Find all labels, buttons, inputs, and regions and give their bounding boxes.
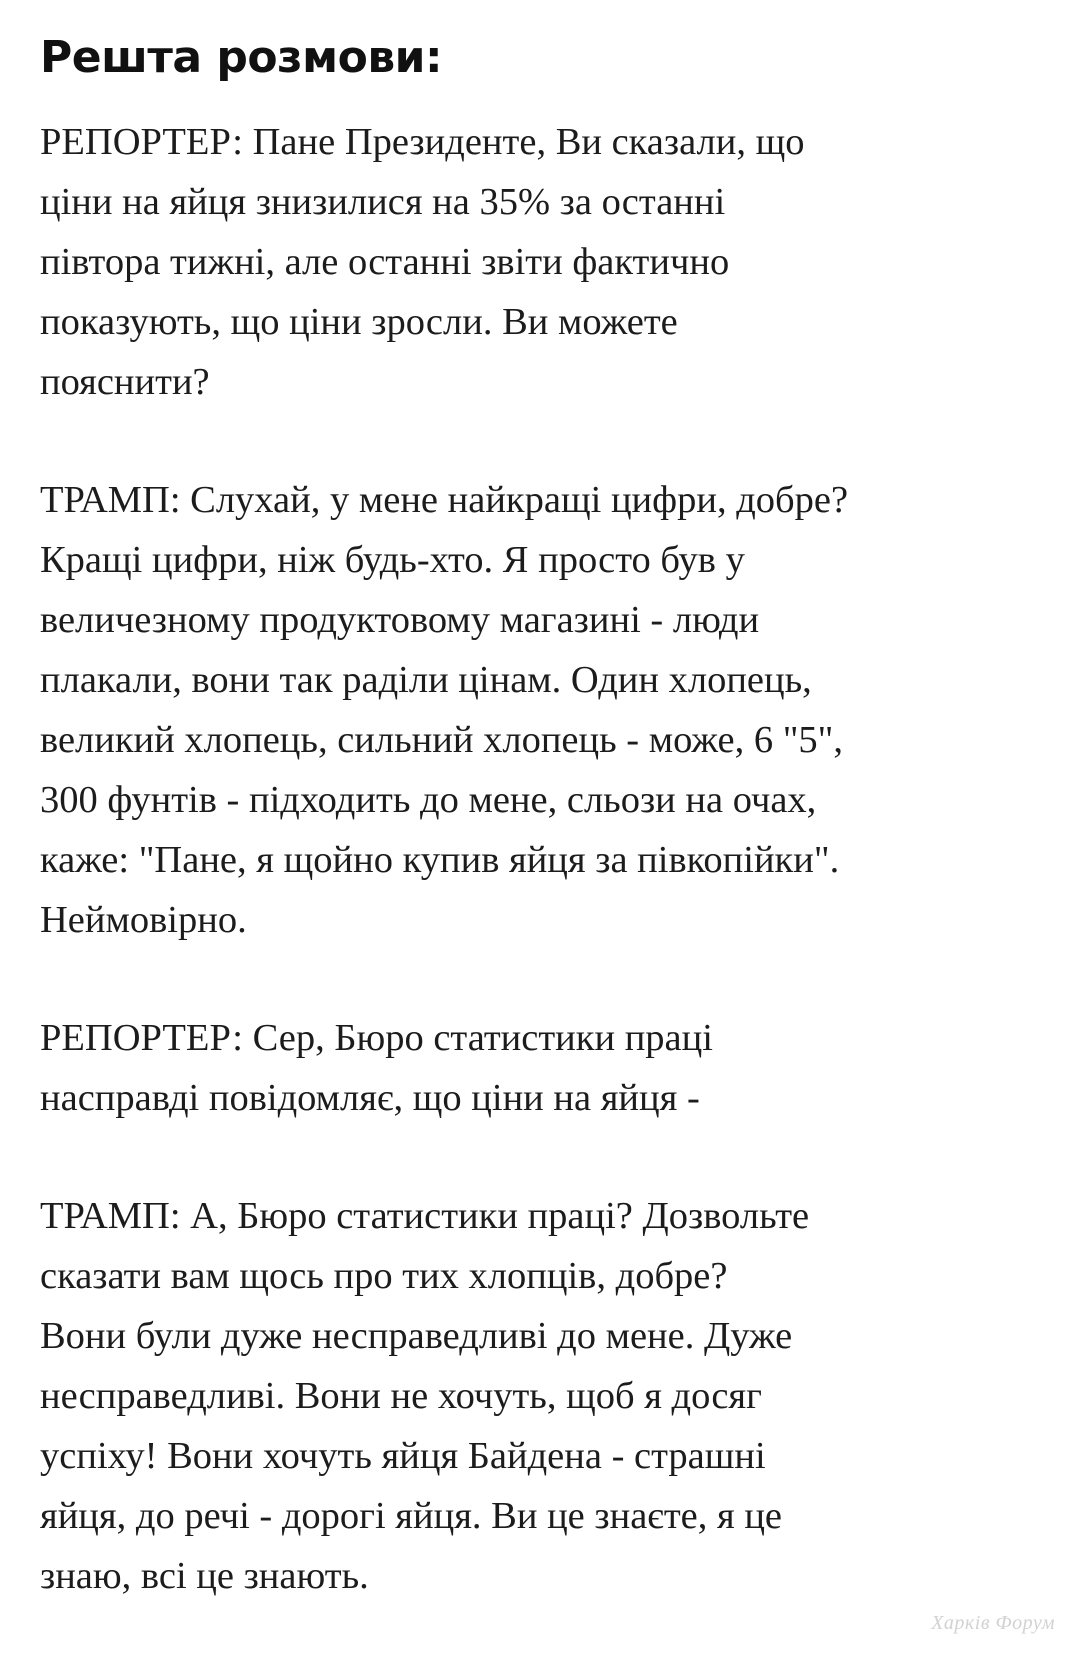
paragraph-line: плакали, вони так раділи цінам. Один хлопець, [40, 659, 812, 701]
paragraph-line: знаю, всі це знають. [40, 1555, 369, 1597]
paragraph-line: РЕПОРТЕР: Пане Президенте, Ви сказали, що [40, 121, 805, 163]
paragraph-line: Кращі цифри, ніж будь-хто. Я просто був у [40, 539, 745, 581]
paragraph-line: ціни на яйця знизилися на 35% за останні [40, 181, 726, 223]
paragraph-line: РЕПОРТЕР: Сер, Бюро статистики праці [40, 1017, 713, 1059]
paragraph-line: Неймовірно. [40, 899, 247, 941]
paragraph-line: великий хлопець, сильний хлопець - може, 6 "5", [40, 719, 844, 761]
section-heading: Решта розмови: [40, 32, 443, 83]
paragraph-line: яйця, до речі - дорогі яйця. Ви це знаєте, я це [40, 1495, 783, 1537]
paragraph-line: несправедливі. Вони не хочуть, щоб я досяг [40, 1375, 762, 1417]
paragraph-line: успіху! Вони хочуть яйця Байдена - страшні [40, 1435, 766, 1477]
paragraph-line: півтора тижні, але останні звіти фактично [40, 241, 730, 283]
dialogue-paragraph-reporter-1 [40, 112, 1050, 412]
paragraph-line: 300 фунтів - підходить до мене, сльози на очах, [40, 779, 817, 821]
paragraph-line: сказати вам щось про тих хлопців, добре? [40, 1255, 728, 1297]
dialogue-paragraph-trump-2 [40, 1186, 1050, 1606]
paragraph-line: ТРАМП: Слухай, у мене найкращі цифри, добре? [40, 479, 849, 521]
paragraph-line: пояснити? [40, 361, 210, 403]
paragraph-line: ТРАМП: А, Бюро статистики праці? Дозвольте [40, 1195, 810, 1237]
dialogue-paragraph-reporter-2 [40, 1008, 1050, 1128]
paragraph-line: каже: "Пане, я щойно купив яйця за півкопійки". [40, 839, 840, 881]
article [40, 26, 1050, 1664]
dialogue-paragraph-trump-1 [40, 470, 1050, 950]
watermark: Харків Форум [931, 1612, 1055, 1634]
paragraph-line: насправді повідомляє, що ціни на яйця - [40, 1077, 700, 1119]
paragraph-line: Вони були дуже несправедливі до мене. Дуже [40, 1315, 793, 1357]
paragraph-line: величезному продуктовому магазині - люди [40, 599, 760, 641]
paragraph-line: показують, що ціни зросли. Ви можете [40, 301, 678, 343]
